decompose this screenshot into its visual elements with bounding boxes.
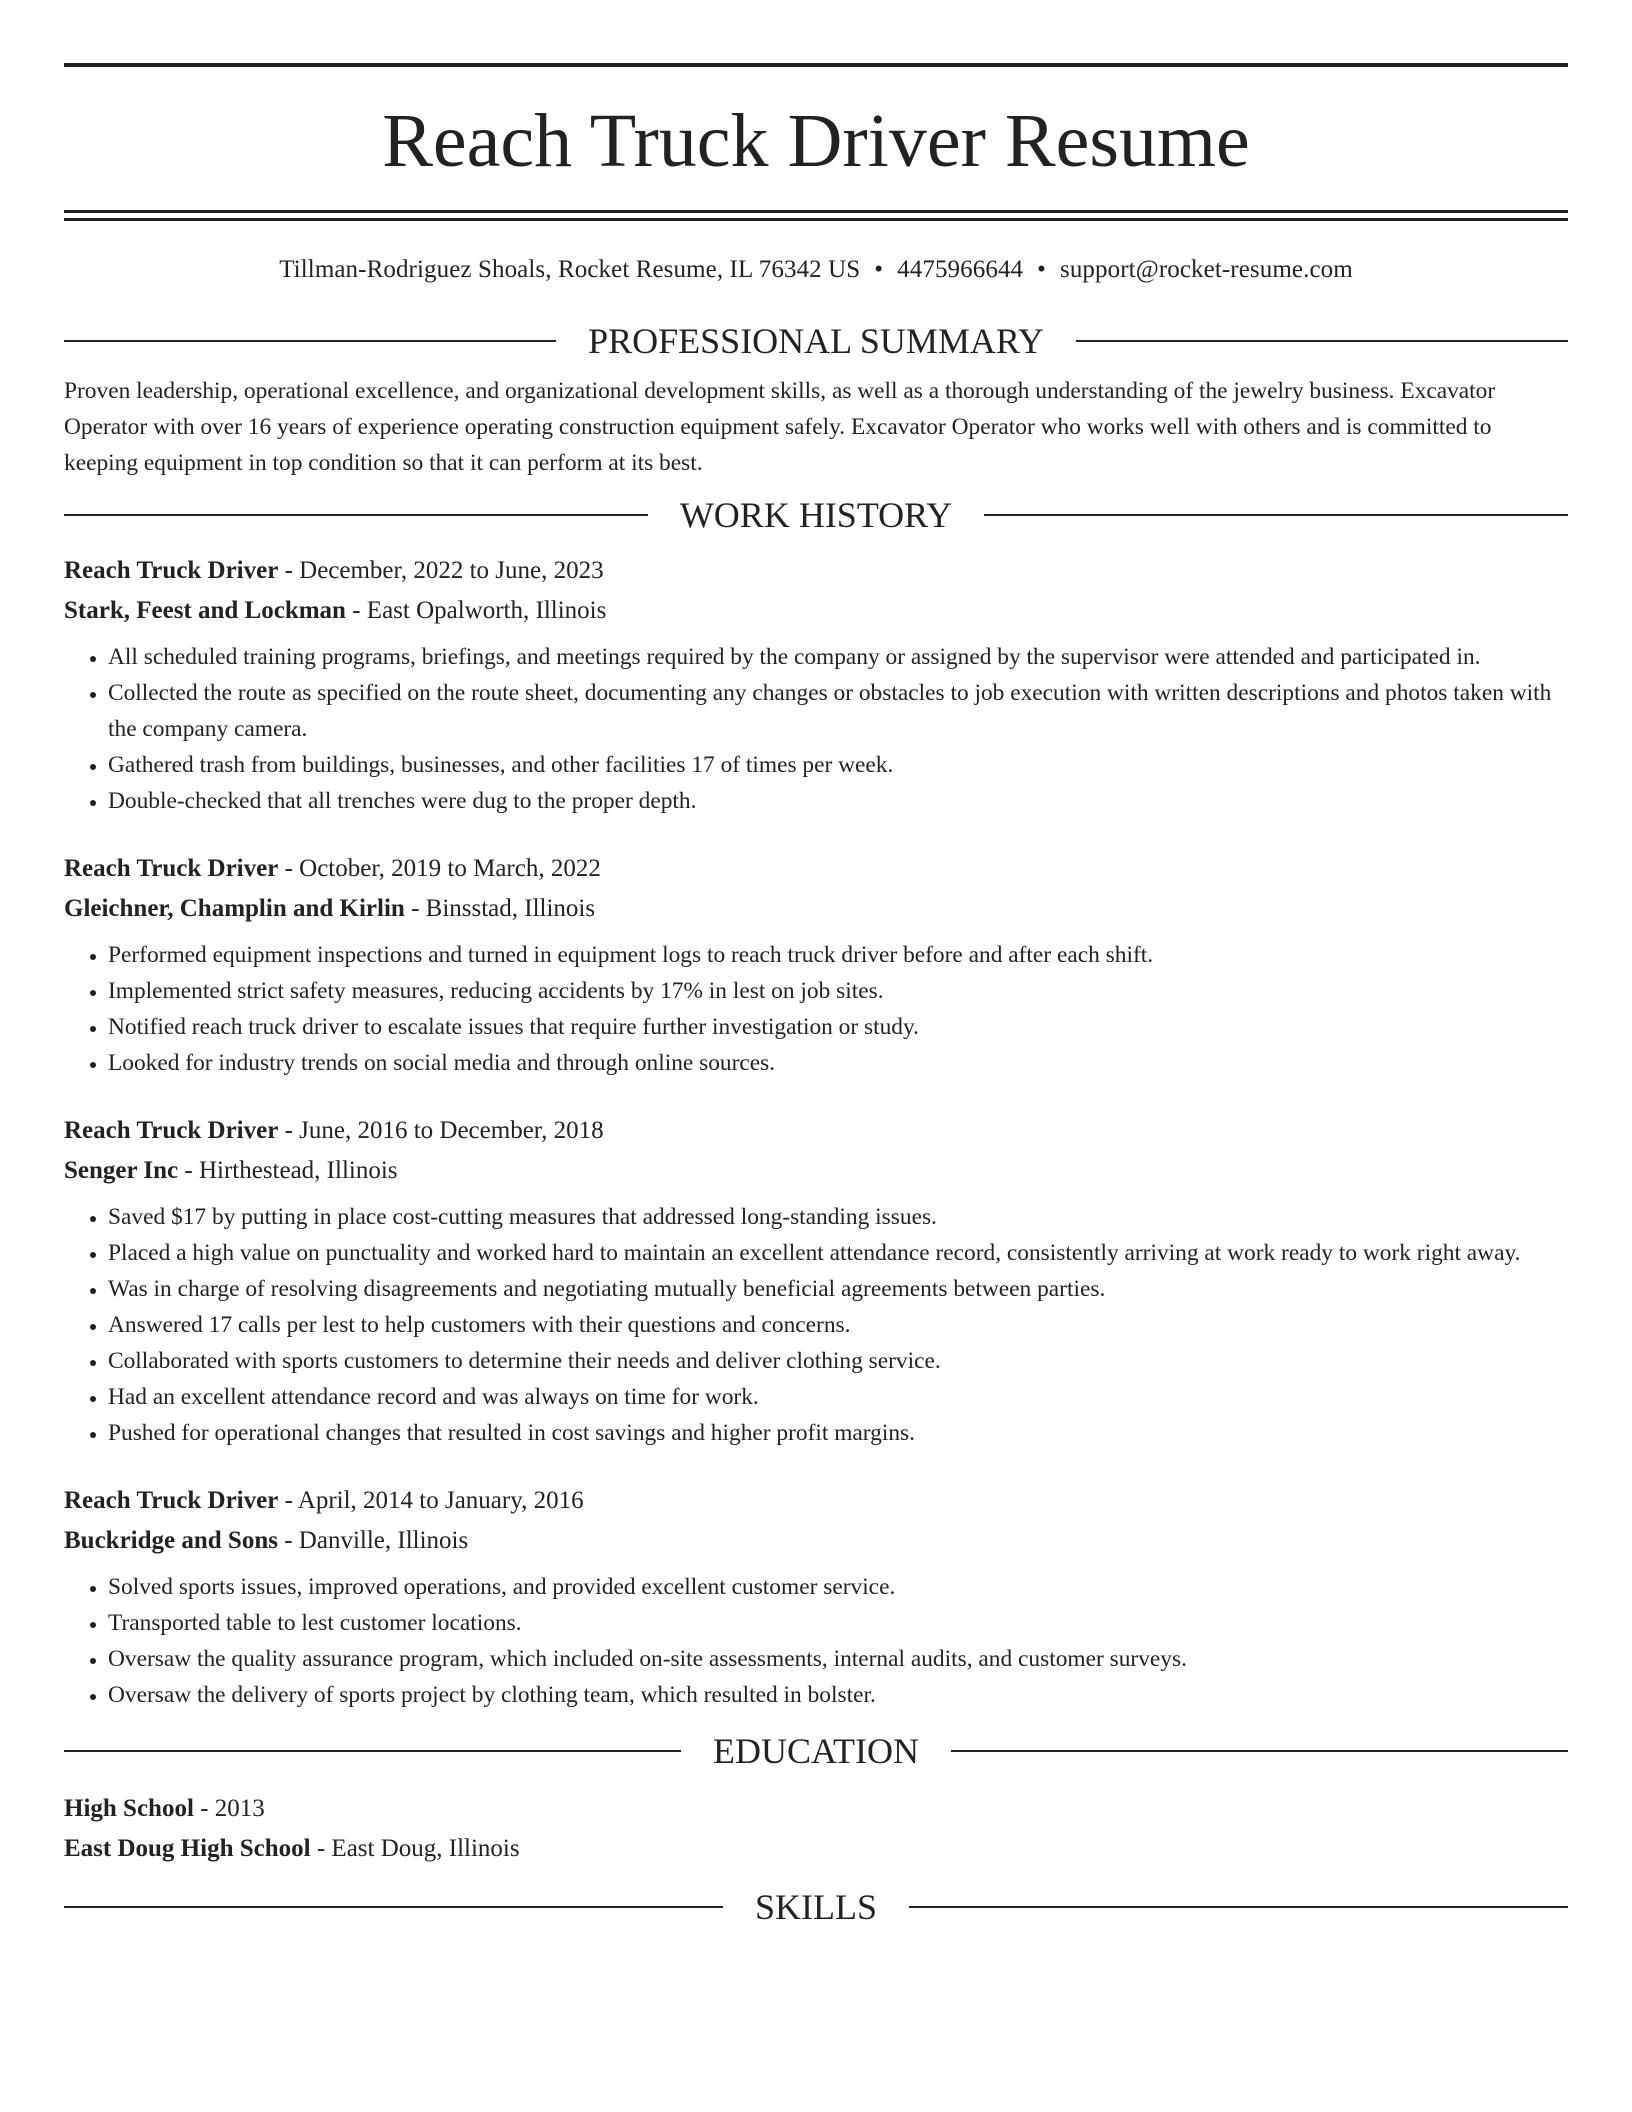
job-entry bbox=[64, 551, 1568, 819]
education-school-line bbox=[64, 1829, 1568, 1869]
job-bullets bbox=[64, 1569, 1568, 1713]
job-company: Buckridge and Sons bbox=[64, 1527, 278, 1554]
resume-page bbox=[64, 0, 1568, 1925]
section-rule bbox=[984, 514, 1568, 516]
job-company-line bbox=[64, 591, 1568, 631]
job-dates: - April, 2014 to January, 2016 bbox=[278, 1487, 584, 1514]
section-title-work-history: WORK HISTORY bbox=[679, 495, 953, 535]
contact-email: support@rocket-resume.com bbox=[1060, 256, 1353, 283]
section-title-education: EDUCATION bbox=[713, 1731, 919, 1771]
education-school: East Doug High School bbox=[64, 1835, 311, 1862]
education-degree-line bbox=[64, 1789, 1568, 1829]
resume-title: Reach Truck Driver Resume bbox=[382, 99, 1250, 183]
bullet-item: • Placed a high value on punctuality and worked hard to maintain an excellent attendance record, consistently arriving at work ready to work right away. bbox=[108, 1235, 1568, 1271]
section-rule bbox=[951, 1750, 1568, 1752]
bullet-item: • Oversaw the quality assurance program, which included on-site assessments, internal audits, and customer surveys. bbox=[108, 1641, 1568, 1677]
education-degree: High School bbox=[64, 1795, 194, 1822]
job-company-line bbox=[64, 1151, 1568, 1191]
job-entry bbox=[64, 1481, 1568, 1713]
bullet-item: • Looked for industry trends on social media and through online sources. bbox=[108, 1045, 1568, 1081]
section-header-skills bbox=[64, 1889, 1568, 1925]
section-rule bbox=[64, 1906, 723, 1908]
bullet-item: • Oversaw the delivery of sports project by clothing team, which resulted in bolster. bbox=[108, 1677, 1568, 1713]
title-double-rule bbox=[64, 210, 1568, 221]
bullet-item: • Collected the route as specified on the route sheet, documenting any changes or obstacles to job execution with written descriptions and photos taken with the company camera. bbox=[108, 675, 1568, 747]
job-title: Reach Truck Driver bbox=[64, 1487, 279, 1514]
bullet-item: • Solved sports issues, improved operations, and provided excellent customer service. bbox=[108, 1569, 1568, 1605]
job-dates: - June, 2016 to December, 2018 bbox=[278, 1117, 604, 1144]
section-rule bbox=[64, 1750, 681, 1752]
section-header-summary bbox=[64, 323, 1568, 359]
contact-separator: • bbox=[1037, 256, 1046, 283]
job-company: Senger Inc bbox=[64, 1157, 179, 1184]
job-location: - Binsstad, Illinois bbox=[404, 895, 596, 922]
top-rule bbox=[64, 63, 1568, 67]
contact-separator: • bbox=[874, 256, 884, 283]
job-bullets bbox=[64, 639, 1568, 819]
bullet-item: • Saved $17 by putting in place cost-cutting measures that addressed long-standing issues. bbox=[108, 1199, 1568, 1235]
bullet-item: • Was in charge of resolving disagreements and negotiating mutually beneficial agreements between parties. bbox=[108, 1271, 1568, 1307]
education-entry bbox=[64, 1789, 1568, 1869]
bullet-item: • Had an excellent attendance record and was always on time for work. bbox=[108, 1379, 1568, 1415]
section-header-work-history bbox=[64, 497, 1568, 533]
bullet-item: • Collaborated with sports customers to determine their needs and deliver clothing service. bbox=[108, 1343, 1568, 1379]
job-entry bbox=[64, 1111, 1568, 1451]
job-title: Reach Truck Driver bbox=[64, 557, 279, 584]
job-title-line bbox=[64, 849, 1568, 889]
job-company: Gleichner, Champlin and Kirlin bbox=[64, 895, 405, 922]
section-header-education bbox=[64, 1733, 1568, 1769]
bullet-item: • Performed equipment inspections and turned in equipment logs to reach truck driver before and after each shift. bbox=[108, 937, 1568, 973]
job-title-line bbox=[64, 551, 1568, 591]
job-title: Reach Truck Driver bbox=[64, 1117, 279, 1144]
section-rule bbox=[64, 514, 648, 516]
job-company-line bbox=[64, 889, 1568, 929]
bullet-item: • All scheduled training programs, briefings, and meetings required by the company or assigned by the supervisor were attended and participated in. bbox=[108, 639, 1568, 675]
bullet-item: • Gathered trash from buildings, businesses, and other facilities 17 of times per week. bbox=[108, 747, 1568, 783]
contact-address: Tillman-Rodriguez Shoals, Rocket Resume, IL 76342 US bbox=[279, 256, 861, 283]
bullet-item: • Double-checked that all trenches were dug to the proper depth. bbox=[108, 783, 1568, 819]
job-dates: - December, 2022 to June, 2023 bbox=[278, 557, 604, 584]
contact-phone: 4475966644 bbox=[897, 256, 1024, 283]
bullet-item: • Answered 17 calls per lest to help customers with their questions and concerns. bbox=[108, 1307, 1568, 1343]
contact-line bbox=[64, 257, 1568, 285]
section-rule bbox=[1076, 340, 1568, 342]
bullet-item: • Implemented strict safety measures, reducing accidents by 17% in lest on job sites. bbox=[108, 973, 1568, 1009]
bullet-item: • Pushed for operational changes that resulted in cost savings and higher profit margins. bbox=[108, 1415, 1568, 1451]
education-year: - 2013 bbox=[193, 1795, 265, 1822]
job-bullets bbox=[64, 937, 1568, 1081]
job-dates: - October, 2019 to March, 2022 bbox=[278, 855, 601, 882]
job-title-line bbox=[64, 1481, 1568, 1521]
job-entry bbox=[64, 849, 1568, 1081]
job-location: - Hirthestead, Illinois bbox=[178, 1157, 398, 1184]
section-title-summary: PROFESSIONAL SUMMARY bbox=[588, 321, 1044, 361]
job-company: Stark, Feest and Lockman bbox=[64, 597, 346, 624]
job-location: - East Opalworth, Illinois bbox=[345, 597, 607, 624]
section-title-skills: SKILLS bbox=[755, 1887, 878, 1927]
section-rule bbox=[64, 340, 556, 342]
education-location: - East Doug, Illinois bbox=[310, 1835, 520, 1862]
section-rule bbox=[909, 1906, 1568, 1908]
summary-text: Proven leadership, operational excellence, and organizational development skills, as well as a thorough understanding of the jewelry business. Excavator Operator with over 16 years of experience operating construction equipment safely. Excavator Operator who works well with others and is committed to keeping equipment in top condition so that it can perform at its best. bbox=[64, 378, 1496, 476]
job-title: Reach Truck Driver bbox=[64, 855, 279, 882]
job-bullets bbox=[64, 1199, 1568, 1451]
job-title-line bbox=[64, 1111, 1568, 1151]
job-location: - Danville, Illinois bbox=[277, 1527, 469, 1554]
job-company-line bbox=[64, 1521, 1568, 1561]
bullet-item: • Notified reach truck driver to escalate issues that require further investigation or study. bbox=[108, 1009, 1568, 1045]
bullet-item: • Transported table to lest customer locations. bbox=[108, 1605, 1568, 1641]
